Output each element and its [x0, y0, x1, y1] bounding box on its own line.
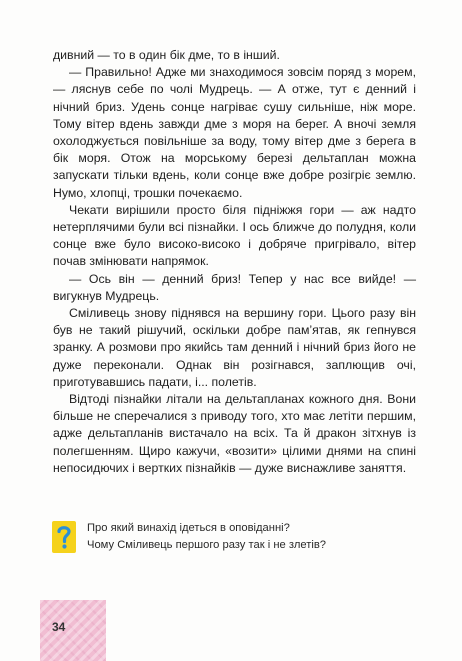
story-paragraph-3: Чекати вирішили просто біля підніжжя гори — аж надто нетерплячими були всі пізнайки. І ось ближче до полудня, коли сонце вже було високо-високо і добряче пригрівало, вітер почав змінювати напрямок.: [53, 202, 416, 269]
page-number: 34: [52, 620, 66, 634]
page-corner-decoration: [40, 600, 106, 661]
story-paragraph-2: — Правильно! Адже ми знаходимося зовсім поряд з морем, — ляснув себе по чолі Мудрець. — А отже, тут є денний і нічний бриз. Удень сонце нагріває сушу сильніше, ніж море. Тому вітер вдень завжди дме з моря на берег. А вночі земля охолоджується повільніше за воду, тому вітер дме з берега в бік моря. Отож на морському березі дельтаплан можна запускати тільки вдень, коли сонце вже добре розігріє землю. Нумо, хлопці, трошки почекаємо.: [53, 65, 416, 200]
questions-list: [87, 520, 422, 553]
question-item-1: Про який винахід ідеться в оповіданні?: [87, 522, 290, 534]
question-item-2: Чому Сміливець першого разу так і не злетів?: [87, 538, 326, 551]
story-paragraph-6: Відтоді пізнайки літали на дельтапланах кожного дня. Вони більше не сперечалися з приводу того, хто має летіти першим, адже дельтапланів вистачало на всіх. Та й дракон зітхнув із полегшенням. Щиро кажучи, «возити» цілими днями на спині непосидючих і вертких пізнайків — дуже виснажливе заняття.: [53, 392, 416, 475]
story-text: [53, 47, 416, 477]
story-paragraph-5: Сміливець знову піднявся на вершину гори. Цього разу він був не такий рішучий, оскільки добре пам’ятав, як гепнувся зранку. А розмови про якийсь там денний і нічний бриз його не дуже переконали. Однак він розігнався, заплющив очі, приготувавшись падати, і... полетів.: [53, 306, 416, 389]
question-mark-icon: [52, 521, 76, 553]
story-paragraph-4: — Ось він — денний бриз! Тепер у нас все вийде! — вигукнув Мудрець.: [53, 271, 416, 303]
questions-block: [52, 520, 422, 560]
story-paragraph-1: дивний — то в один бік дме, то в інший.: [53, 48, 280, 62]
